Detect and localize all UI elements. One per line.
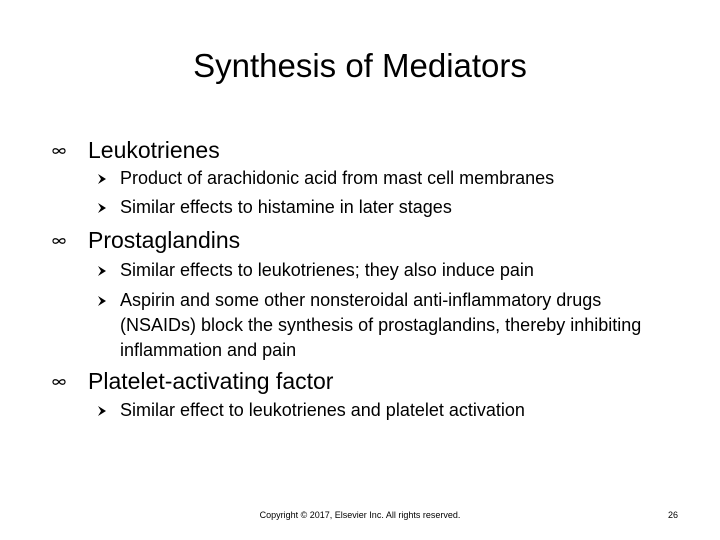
arrow-right-icon [96,202,108,214]
list-item-text: Similar effect to leukotrienes and platelet activation [120,400,525,420]
list-item-text: Product of arachidonic acid from mast cell membranes [120,168,555,188]
list-item [120,258,534,283]
section-heading: Leukotrienes [88,137,220,163]
copyright-footer: Copyright © 2017, Elsevier Inc. All rights reserved. [259,510,461,520]
infinity-icon [52,147,66,155]
list-item-text: Aspirin and some other nonsteroidal anti-inflammatory drugs (NSAIDs) block the synthesis of prostaglandins, thereby inhibiting inflammation and pain [120,290,642,360]
section-heading: Prostaglandins [88,227,241,253]
arrow-right-icon [96,265,108,277]
list-item [120,195,452,220]
list-item [120,288,665,363]
infinity-icon [52,378,66,386]
list-item [120,398,525,423]
page-number: 26 [667,510,678,520]
arrow-right-icon [96,173,108,185]
list-item [120,166,554,191]
list-item-text: Similar effects to histamine in later stages [120,197,452,217]
list-item-text: Similar effects to leukotrienes; they also induce pain [120,260,534,280]
slide-title: Synthesis of Mediators [193,47,527,84]
section-heading: Platelet-activating factor [88,368,334,394]
arrow-right-icon [96,295,108,307]
arrow-right-icon [96,405,108,417]
infinity-icon [52,237,66,245]
